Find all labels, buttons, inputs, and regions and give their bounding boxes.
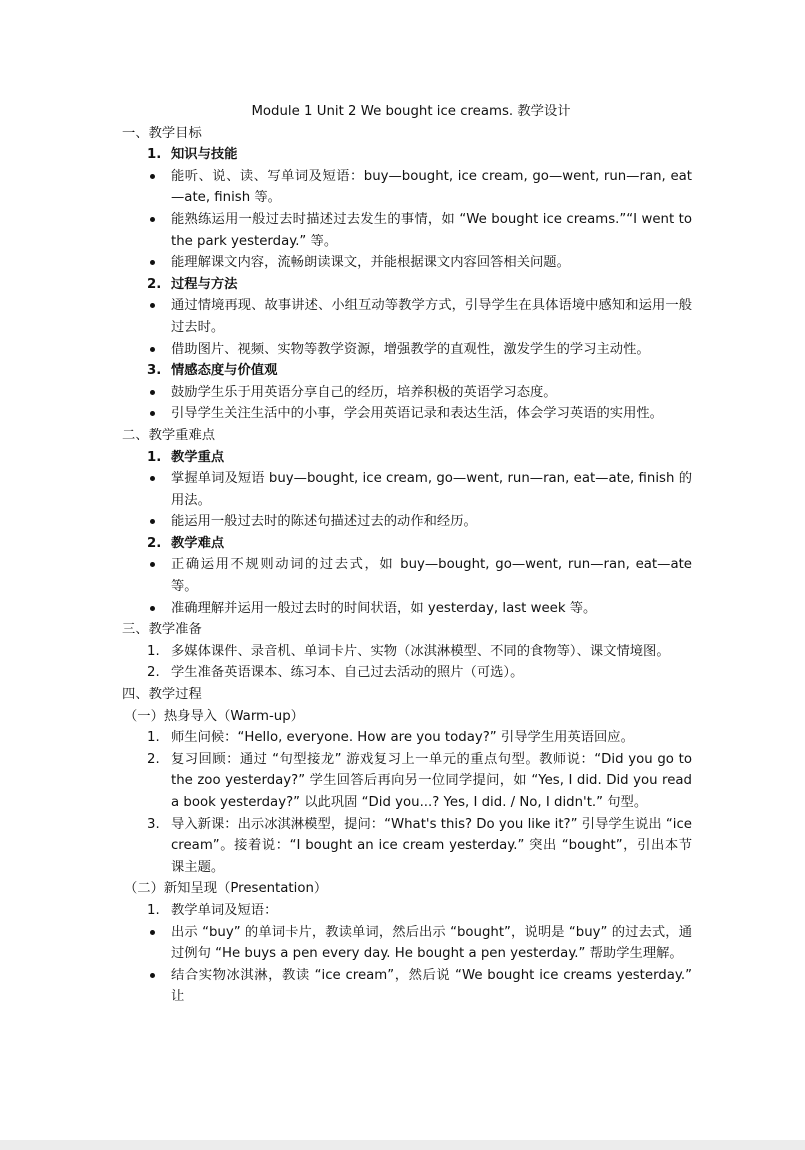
bullet-text: 出示 “buy” 的单词卡片，教读单词，然后出示 “bought”，说明是 “buy” 的过去式，通过例句 “He buys a pen every day. He bought a pen yesterday.” 帮助学生理解。: [171, 924, 692, 962]
bullet-item: [150, 511, 692, 533]
list-item: [147, 727, 692, 749]
subheading-process: [147, 274, 692, 296]
list-number: 2.: [147, 751, 160, 767]
bullet-dot-icon: [150, 166, 171, 209]
bullet-dot-icon: [150, 403, 171, 425]
list-text: 学生准备英语课本、练习本、自己过去活动的照片（可选）。: [171, 665, 524, 681]
subheading-knowledge: [147, 144, 692, 166]
phase-heading-warmup: （一）热身导入（Warm-up）: [124, 708, 304, 724]
list-item: [147, 814, 692, 879]
list-number: 1.: [147, 902, 160, 918]
subheading-label: 过程与方法: [171, 276, 238, 292]
phase-heading-presentation: （二）新知呈现（Presentation）: [124, 881, 328, 897]
bullet-item: [150, 166, 692, 209]
bullet-dot-icon: [150, 252, 171, 274]
list-item: [147, 662, 692, 684]
subheading-label: 知识与技能: [171, 147, 238, 163]
subheading-difficulty: [147, 533, 692, 555]
subheading-label: 教学难点: [171, 535, 225, 551]
bullet-item: [150, 295, 692, 338]
bullet-item: [150, 598, 692, 620]
bullet-item: [150, 468, 692, 511]
bullet-text: 能听、说、读、写单词及短语：buy—bought, ice cream, go—went, run—ran, eat—ate, finish 等。: [171, 168, 692, 206]
subheading-key-point: [147, 447, 692, 469]
bullet-item: [150, 554, 692, 597]
subheading-label: 情感态度与价值观: [171, 363, 278, 379]
bullet-text: 正确运用不规则动词的过去式，如 buy—bought, go—went, run—ran, eat—ate 等。: [171, 557, 692, 595]
section-heading-key-points: 二、教学重难点: [122, 427, 216, 443]
list-number: 2.: [147, 665, 160, 681]
list-number: 1.: [147, 730, 160, 746]
bullet-dot-icon: [150, 511, 171, 533]
bullet-dot-icon: [150, 295, 171, 338]
section-heading-process: 四、教学过程: [122, 687, 202, 703]
list-text: 教学单词及短语：: [171, 902, 278, 918]
list-number: 3.: [147, 816, 160, 832]
bullet-dot-icon: [150, 965, 171, 1008]
bullet-text: 借助图片、视频、实物等教学资源，增强教学的直观性，激发学生的学习主动性。: [171, 341, 650, 357]
list-number: 1.: [147, 643, 160, 659]
list-item: [147, 900, 692, 922]
bullet-text: 能理解课文内容，流畅朗读课文，并能根据课文内容回答相关问题。: [171, 255, 570, 271]
bullet-text: 掌握单词及短语 buy—bought, ice cream, go—went, run—ran, eat—ate, finish 的用法。: [171, 471, 692, 508]
bullet-dot-icon: [150, 468, 171, 511]
bullet-text: 结合实物冰淇淋，教读 “ice cream”，然后说 “We bought ice creams yesterday.” 让: [171, 967, 692, 1005]
subheading-label: 教学重点: [171, 449, 225, 465]
subheading-number: 1.: [147, 449, 162, 465]
bullet-dot-icon: [150, 209, 171, 252]
bullet-item: [150, 339, 692, 361]
bullet-dot-icon: [150, 339, 171, 361]
bullet-item: [150, 922, 692, 965]
list-text: 复习回顾：通过 “句型接龙” 游戏复习上一单元的重点句型。教师说：“Did you go to the zoo yesterday?” 学生回答后再向另一位同学提问，如 “Yes, I did. Did you read a book yesterday?” 以此巩固 “Did you...? Yes, I did. / No, I didn't.” 句型。: [171, 751, 692, 810]
bullet-text: 鼓励学生乐于用英语分享自己的经历，培养积极的英语学习态度。: [171, 384, 557, 400]
bullet-text: 引导学生关注生活中的小事，学会用英语记录和表达生活，体会学习英语的实用性。: [171, 406, 663, 422]
section-heading-preparation: 三、教学准备: [122, 622, 202, 638]
bullet-item: [150, 209, 692, 252]
bullet-item: [150, 252, 692, 274]
bullet-item: [150, 965, 692, 1008]
bullet-item: [150, 382, 692, 404]
bullet-text: 能运用一般过去时的陈述句描述过去的动作和经历。: [171, 514, 477, 530]
subheading-number: 2.: [147, 276, 162, 292]
subheading-number: 2.: [147, 535, 162, 551]
list-item: [147, 749, 692, 814]
document-title: Module 1 Unit 2 We bought ice creams. 教学设计: [251, 104, 571, 119]
document-body: [122, 101, 692, 1008]
bullet-dot-icon: [150, 922, 171, 965]
bullet-item: [150, 403, 692, 425]
subheading-number: 3.: [147, 363, 162, 379]
subheading-number: 1.: [147, 147, 162, 163]
list-text: 导入新课：出示冰淇淋模型，提问：“What's this? Do you like it?” 引导学生说出 “ice cream”。接着说：“I bought an ice cream yesterday.” 突出 “bought”，引出本节课主题。: [171, 816, 692, 875]
list-text: 多媒体课件、录音机、单词卡片、实物（冰淇淋模型、不同的食物等）、课文情境图。: [171, 643, 670, 659]
bullet-text: 通过情境再现、故事讲述、小组互动等教学方式，引导学生在具体语境中感知和运用一般过去时。: [171, 298, 692, 335]
bullet-text: 准确理解并运用一般过去时的时间状语，如 yesterday, last week 等。: [171, 600, 597, 616]
page-bottom-margin: [0, 1140, 805, 1150]
bullet-dot-icon: [150, 554, 171, 597]
list-text: 师生问候：“Hello, everyone. How are you today?” 引导学生用英语回应。: [171, 730, 634, 746]
section-heading-goals: 一、教学目标: [122, 125, 202, 141]
bullet-dot-icon: [150, 382, 171, 404]
list-item: [147, 641, 692, 663]
subheading-attitude: [147, 360, 692, 382]
bullet-text: 能熟练运用一般过去时描述过去发生的事情，如 “We bought ice creams.”“I went to the park yesterday.” 等。: [171, 211, 692, 249]
bullet-dot-icon: [150, 598, 171, 620]
